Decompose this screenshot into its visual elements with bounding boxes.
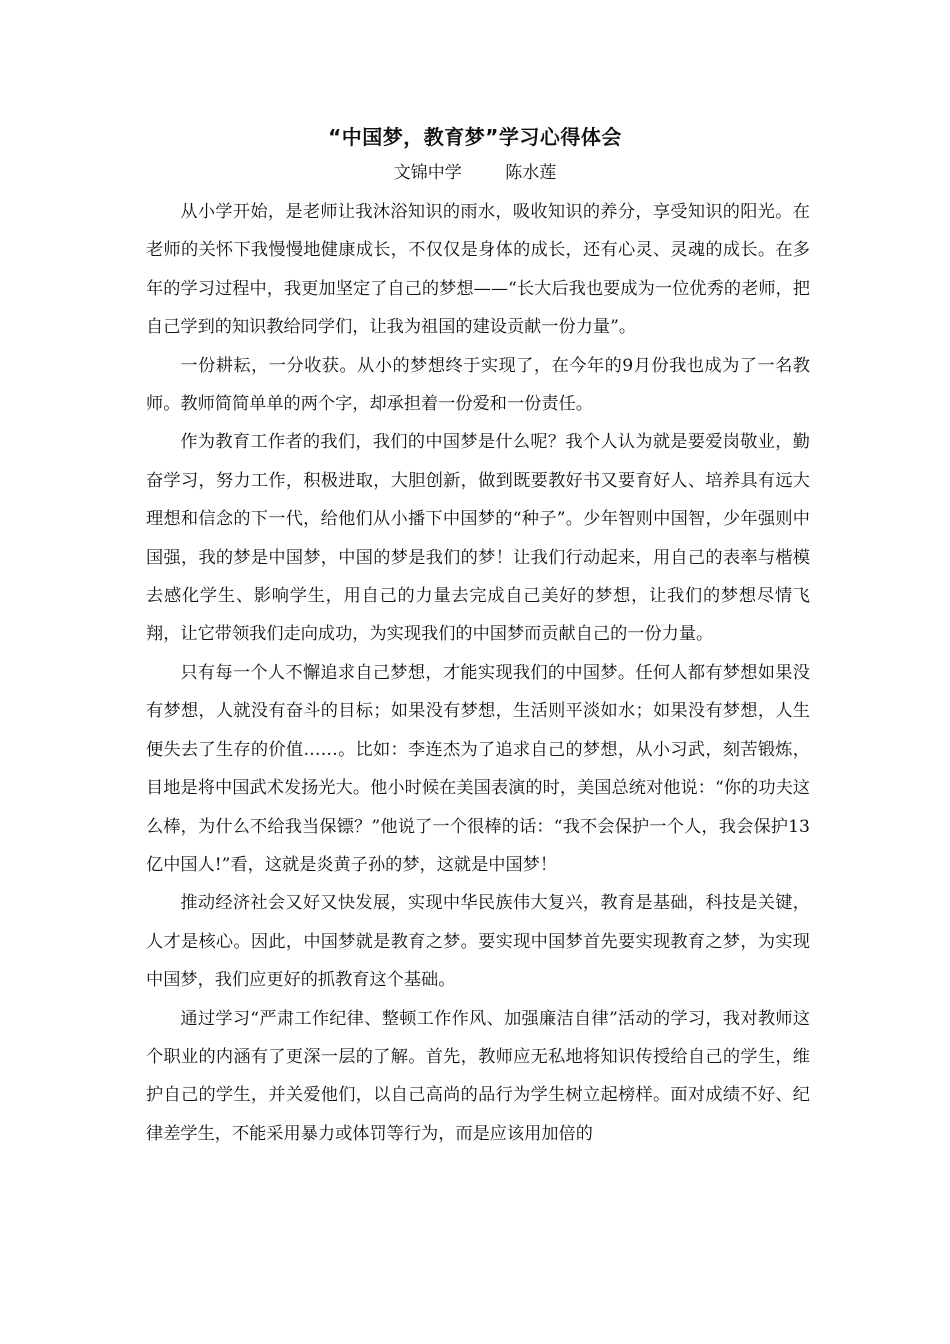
body-paragraph: 推动经济社会又好又快发展，实现中华民族伟大复兴，教育是基础，科技是关键，人才是核心。因此，中国梦就是教育之梦。要实现中国梦首先要实现教育之梦，为实现中国梦，我们应更好的抓教育这个基础。 bbox=[146, 893, 810, 991]
body-paragraph: 从小学开始，是老师让我沐浴知识的雨水，吸收知识的养分，享受知识的阳光。在老师的关怀下我慢慢地健康成长，不仅仅是身体的成长，还有心灵、灵魂的成长。在多年的学习过程中，我更加坚定了自己的梦想——“长大后我也要成为一位优秀的老师，把自己学到的知识教给同学们，让我为祖国的建设贡献一份力量”。 bbox=[146, 202, 810, 338]
author-name: 陈水莲 bbox=[505, 163, 557, 183]
document-body bbox=[146, 193, 810, 1153]
author-school: 文锦中学 bbox=[393, 163, 462, 183]
body-paragraph: 作为教育工作者的我们，我们的中国梦是什么呢？我个人认为就是要爱岗敬业，勤奋学习，努力工作，积极进取，大胆创新，做到既要教好书又要育好人、培养具有远大理想和信念的下一代，给他们从小播下中国梦的“种子”。少年智则中国智，少年强则中国强，我的梦是中国梦，中国的梦是我们的梦！让我们行动起来，用自己的表率与楷模去感化学生、影响学生，用自己的力量去完成自己美好的梦想，让我们的梦想尽情飞翔，让它带领我们走向成功，为实现我们的中国梦而贡献自己的一份力量。 bbox=[146, 432, 810, 645]
body-paragraph: 只有每一个人不懈追求自己梦想，才能实现我们的中国梦。任何人都有梦想如果没有梦想，人就没有奋斗的目标；如果没有梦想，生活则平淡如水；如果没有梦想，人生便失去了生存的价值……。比如：李连杰为了追求自己的梦想，从小习武，刻苦锻炼，目地是将中国武术发扬光大。他小时候在美国表演的时，美国总统对他说：“你的功夫这么棒，为什么不给我当保镖？”他说了一个很棒的话：“我不会保护一个人，我会保护13亿中国人!”看，这就是炎黄子孙的梦，这就是中国梦！ bbox=[146, 662, 810, 875]
byline bbox=[0, 157, 950, 189]
body-paragraph: 通过学习“严肃工作纪律、整顿工作作风、加强廉洁自律”活动的学习，我对教师这个职业的内涵有了更深一层的了解。首先，教师应无私地将知识传授给自己的学生，维护自己的学生，并关爱他们，以自己高尚的品行为学生树立起榜样。面对成绩不好、纪律差学生，不能采用暴力或体罚等行为，而是应该用加倍的 bbox=[146, 1008, 810, 1144]
body-paragraph: 一份耕耘，一分收获。从小的梦想终于实现了，在今年的9月份我也成为了一名教师。教师简简单单的两个字，却承担着一份爱和一份责任。 bbox=[146, 355, 810, 415]
document-title: “中国梦，教育梦”学习心得体会 bbox=[328, 125, 622, 149]
